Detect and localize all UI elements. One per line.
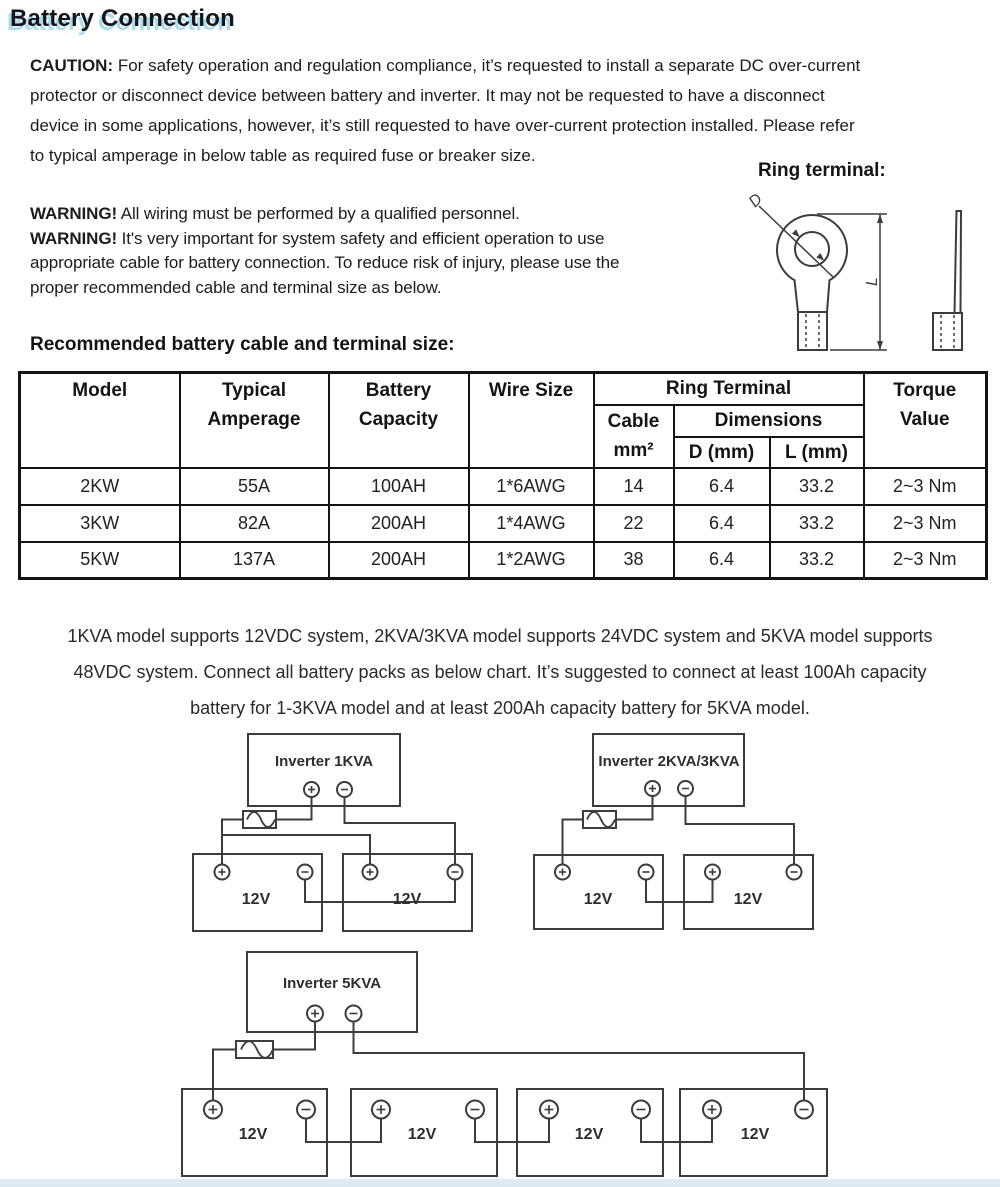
minus-terminal-icon: [678, 781, 693, 796]
wiring-diagram-1kva: [155, 726, 485, 938]
minus-terminal-icon: [639, 865, 654, 880]
minus-terminal-icon: [632, 1101, 650, 1119]
minus-terminal-icon: [466, 1101, 484, 1119]
minus-terminal-icon: [297, 1101, 315, 1119]
col-header-cable-mm2: Cable mm²: [594, 405, 674, 468]
caution-paragraph: [30, 51, 966, 171]
ring-terminal-side-blade: [955, 211, 962, 313]
caution-line-1: CAUTION: For safety operation and regulation compliance, it’s requested to install a separate DC over-current: [30, 56, 861, 75]
plus-terminal-icon: [540, 1101, 558, 1119]
wiring-diagram-5kva: [165, 945, 845, 1185]
col-header-d-mm: D (mm): [674, 437, 770, 468]
warning-1: WARNING! All wiring must be performed by a qualified personnel.: [30, 204, 520, 223]
table-heading: Recommended battery cable and terminal size:: [30, 334, 455, 355]
col-header-l-mm: L (mm): [770, 437, 864, 468]
d-dimension-label: D: [745, 190, 767, 211]
warning-2-label: WARNING!: [30, 228, 118, 248]
minus-terminal-icon: [337, 782, 352, 797]
ring-terminal-hole: [795, 232, 829, 266]
battery-label: 12V: [241, 891, 271, 908]
fuse-icon: [583, 811, 616, 828]
note-line-2: 48VDC system. Connect all battery packs as below chart. It’s suggested to connect at least 100Ah capacity: [73, 662, 927, 682]
plus-terminal-icon: [555, 865, 570, 880]
table-row-5kw: 5KW 137A 200AH 1*2AWG 38 6.4 33.2 2~3 Nm: [20, 542, 987, 579]
page-bottom-edge: [0, 1179, 1000, 1187]
d-arrowhead-lower: [816, 253, 824, 261]
system-note-paragraph: [30, 618, 970, 726]
col-header-model: Model: [20, 373, 180, 468]
plus-terminal-icon: [307, 1006, 323, 1022]
battery-label: 12V: [583, 891, 613, 908]
col-header-dimensions: Dimensions: [674, 405, 864, 437]
inverter-1kva-label: Inverter 1KVA: [274, 753, 374, 770]
wires: [213, 1021, 804, 1142]
col-header-ring-terminal: Ring Terminal: [594, 373, 864, 405]
battery-label: 12V: [238, 1126, 268, 1143]
l-arrowhead-bottom: [877, 341, 883, 350]
note-line-3: battery for 1-3KVA model and at least 200Ah capacity battery for 5KVA model.: [190, 698, 810, 718]
ring-terminal-barrel: [798, 312, 827, 350]
minus-terminal-icon: [346, 1006, 362, 1022]
battery-label: 12V: [740, 1126, 770, 1143]
fuse-icon: [243, 811, 276, 828]
warning-block: [30, 202, 740, 300]
col-header-wire-size: Wire Size: [469, 373, 594, 468]
plus-terminal-icon: [363, 865, 378, 880]
page-title: Battery Connection: [10, 5, 235, 32]
battery-label: 12V: [392, 891, 422, 908]
table-row-2kw: 2KW 55A 100AH 1*6AWG 14 6.4 33.2 2~3 Nm: [20, 468, 987, 505]
warning-2-line-3: proper recommended cable and terminal size as below.: [30, 277, 442, 297]
battery-cable-table: [18, 371, 988, 580]
caution-line-3: device in some applications, however, it’s still requested to have over-current protection installed. Please refer: [30, 116, 855, 135]
minus-terminal-icon: [298, 865, 313, 880]
battery-label: 12V: [407, 1126, 437, 1143]
inverter-5kva-box: [247, 952, 417, 1032]
plus-terminal-icon: [703, 1101, 721, 1119]
caution-line-2: protector or disconnect device between battery and inverter. It may not be requested to have a disconnect: [30, 86, 825, 105]
plus-terminal-icon: [215, 865, 230, 880]
col-header-battery-capacity: Battery Capacity: [329, 373, 469, 468]
minus-terminal-icon: [795, 1101, 813, 1119]
inverter-2kva-3kva-label: Inverter 2KVA/3KVA: [598, 753, 740, 770]
minus-terminal-icon: [448, 865, 463, 880]
plus-terminal-icon: [304, 782, 319, 797]
ring-terminal-diagram: [735, 182, 985, 357]
plus-terminal-icon: [645, 781, 660, 796]
minus-terminal-icon: [787, 865, 802, 880]
fuse-icon: [236, 1041, 273, 1058]
plus-terminal-icon: [705, 865, 720, 880]
battery-label: 12V: [733, 891, 763, 908]
col-header-typical-amperage: Typical Amperage: [180, 373, 329, 468]
d-arrowhead-upper: [792, 229, 800, 237]
caution-line-4: to typical amperage in below table as required fuse or breaker size.: [30, 146, 536, 165]
l-dimension-label: L: [864, 277, 881, 286]
l-arrowhead-top: [877, 214, 883, 223]
ring-terminal-heading: Ring terminal:: [758, 160, 886, 181]
ring-terminal-side-barrel: [933, 313, 962, 350]
plus-terminal-icon: [204, 1101, 222, 1119]
warning-1-label: WARNING!: [30, 204, 118, 223]
wiring-diagram-2kva-3kva: [520, 726, 850, 938]
inverter-5kva-label: Inverter 5KVA: [282, 975, 382, 992]
note-line-1: 1KVA model supports 12VDC system, 2KVA/3KVA model supports 24VDC system and 5KVA model supports: [67, 626, 933, 646]
inverter-2kva-3kva-box: [593, 734, 744, 806]
warning-2-line-1: WARNING! It's very important for system safety and efficient operation to use: [30, 228, 605, 248]
spec-table-container: [18, 371, 988, 580]
inverter-1kva-box: [248, 734, 400, 806]
warning-2-line-2: appropriate cable for battery connection. To reduce risk of injury, please use the: [30, 253, 620, 273]
table-row-3kw: 3KW 82A 200AH 1*4AWG 22 6.4 33.2 2~3 Nm: [20, 505, 987, 542]
col-header-torque-value: Torque Value: [864, 373, 987, 468]
ring-terminal-outline: [777, 215, 847, 312]
caution-label: CAUTION:: [30, 56, 114, 75]
plus-terminal-icon: [372, 1101, 390, 1119]
battery-label: 12V: [574, 1126, 604, 1143]
